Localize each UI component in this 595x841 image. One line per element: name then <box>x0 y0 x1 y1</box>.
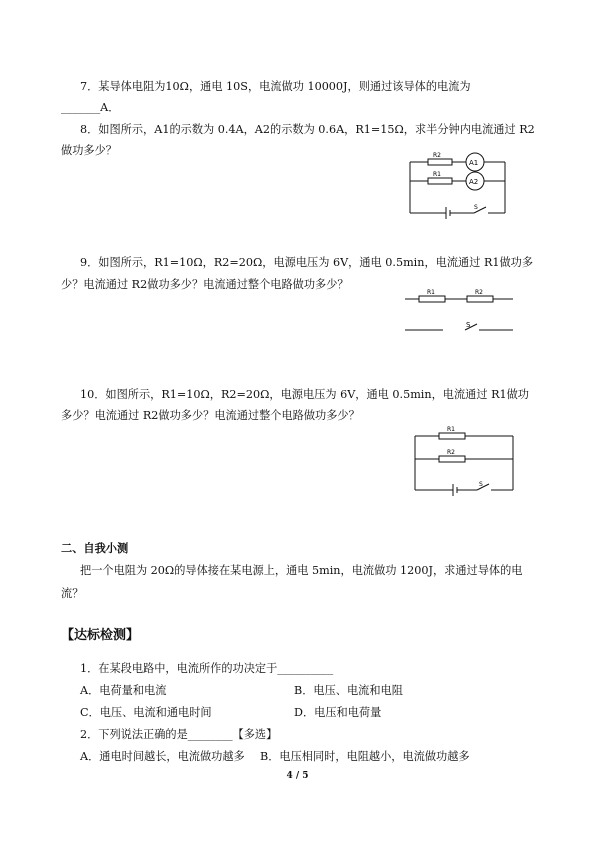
q7-line2: _______A． <box>61 101 120 114</box>
fig9-switch-label: S <box>466 321 471 329</box>
section2-line2: 流？ <box>61 587 84 600</box>
section2-line1: 把一个电阻为 20Ω的导体接在某电源上，通电 5min，电流做功 1200J，求通过导体的电 <box>80 564 523 577</box>
q10-line2: 多少？电流通过 R2做功多少？电流通过整个电路做功多少？ <box>61 409 360 422</box>
q2-option-b: B．电压相同时，电阻越小，电流做功越多 <box>260 750 470 763</box>
q7-line1: 7．某导体电阻为10Ω，通电 10S，电流做功 10000J，则通过该导体的电流为 <box>80 80 471 93</box>
circuit-diagram-q8 <box>400 150 510 222</box>
page-number: 4 / 5 <box>286 771 309 781</box>
circuit-diagram-q10 <box>405 424 517 496</box>
fig10-r2-label: R2 <box>447 449 455 456</box>
q9-line2: 少？电流通过 R2做功多少？电流通过整个电路做功多少？ <box>61 278 349 291</box>
section3-title: 【达标检测】 <box>61 628 140 643</box>
q1-option-d: D．电压和电荷量 <box>294 706 382 719</box>
fig9-r2-label: R2 <box>475 289 483 296</box>
circuit-diagram-q9 <box>403 284 515 336</box>
q8-line2: 做功多少？ <box>61 144 117 157</box>
section2-title: 二、自我小测 <box>61 542 129 555</box>
fig8-switch-label: S <box>474 204 478 211</box>
q1-option-b: B．电压、电流和电阻 <box>294 684 403 697</box>
fig10-switch-label: S <box>479 481 483 488</box>
q8-line1: 8．如图所示，A1的示数为 0.4A，A2的示数为 0.6A，R1=15Ω，求半分钟内电流通过 R2 <box>80 123 535 136</box>
q1-option-a: A．电荷量和电流 <box>80 684 167 697</box>
fig9-r1-label: R1 <box>427 289 435 296</box>
q2-stem: 2．下列说法正确的是________【多选】 <box>80 728 278 741</box>
q9-line1: 9．如图所示，R1=10Ω，R2=20Ω，电源电压为 6V，通电 0.5min，电流通过 R1做功多 <box>80 256 534 269</box>
fig10-r1-label: R1 <box>447 426 455 433</box>
fig8-a1-label: A1 <box>469 159 479 167</box>
fig8-a2-label: A2 <box>469 178 479 186</box>
q1-stem: 1．在某段电路中，电流所作的功决定于__________ <box>80 662 334 675</box>
q2-option-a: A．通电时间越长，电流做功越多 <box>80 750 245 763</box>
q1-option-c: C．电压、电流和通电时间 <box>80 706 212 719</box>
q10-line1: 10．如图所示，R1=10Ω，R2=20Ω，电源电压为 6V，通电 0.5min，电流通过 R1做功 <box>80 388 529 401</box>
fig8-r2-label: R2 <box>433 152 441 159</box>
fig8-r1-label: R1 <box>433 171 441 178</box>
